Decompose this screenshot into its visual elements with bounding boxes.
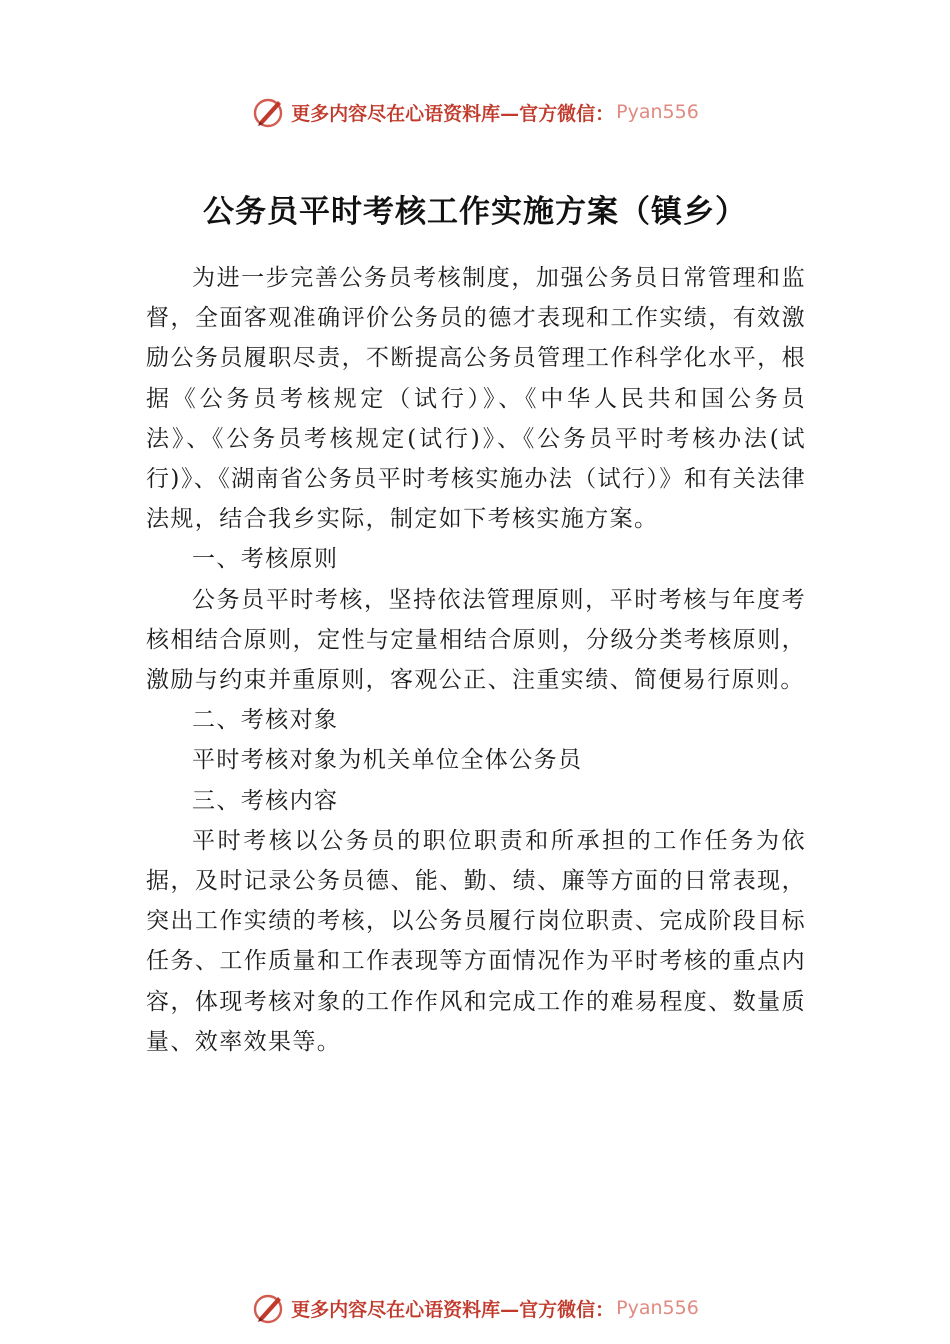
paragraph-targets: 平时考核对象为机关单位全体公务员 (192, 747, 583, 774)
header-banner (0, 92, 950, 132)
section-heading-targets: 二、考核对象 (192, 707, 339, 734)
section-heading-principles: 一、考核原则 (192, 546, 339, 573)
banner-text: 更多内容尽在心语资料库—官方微信： (291, 102, 615, 125)
banner-wechat-id: Pyan556 (616, 101, 699, 123)
document-body (146, 258, 806, 1062)
footer-banner (0, 1288, 950, 1328)
document-title: 公务员平时考核工作实施方案（镇乡） (203, 194, 747, 230)
paragraph-principles: 公务员平时考核，坚持依法管理原则，平时考核与年度考核相结合原则，定性与定量相结合原则，分级分类考核原则，激励与约束并重原则，客观公正、注重实绩、简便易行原则。 (146, 586, 806, 694)
section-heading-content: 三、考核内容 (192, 787, 339, 814)
pen-circle-icon (251, 1290, 287, 1326)
banner-text: 更多内容尽在心语资料库—官方微信： (291, 1298, 615, 1321)
paragraph-content: 平时考核以公务员的职位职责和所承担的工作任务为依据，及时记录公务员德、能、勤、绩、廉等方面的日常表现，突出工作实绩的考核，以公务员履行岗位职责、完成阶段目标任务、工作质量和工作表现等方面情况作为平时考核的重点内容，体现考核对象的工作作风和完成工作的难易程度、数量质量、效率效果等。 (146, 827, 806, 1055)
banner-wechat-id: Pyan556 (616, 1297, 699, 1319)
paragraph-intro: 为进一步完善公务员考核制度，加强公务员日常管理和监督，全面客观准确评价公务员的德才表现和工作实绩，有效激励公务员履职尽责，不断提高公务员管理工作科学化水平，根据《公务员考核规定（试行）》、《中华人民共和国公务员法》、《公务员考核规定(试行)》、《公务员平时考核办法(试行)》、《湖南省公务员平时考核实施办法（试行）》和有关法律法规，结合我乡实际，制定如下考核实施方案。 (146, 265, 806, 533)
pen-circle-icon (251, 94, 287, 130)
